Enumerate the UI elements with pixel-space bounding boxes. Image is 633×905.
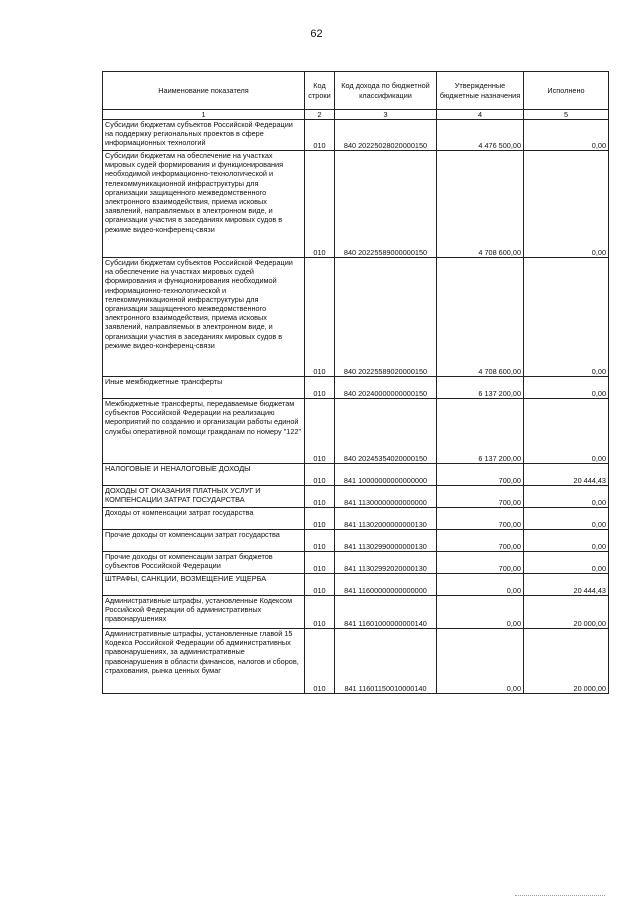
row-line-code: 010 [305, 464, 335, 486]
column-number: 4 [437, 110, 524, 120]
table-row [103, 530, 609, 552]
row-name: Прочие доходы от компенсации затрат бюджетов субъектов Российской Федерации [103, 552, 305, 574]
row-name: НАЛОГОВЫЕ И НЕНАЛОГОВЫЕ ДОХОДЫ [103, 464, 305, 486]
scan-footer-mark [515, 895, 605, 896]
row-executed: 0,00 [524, 120, 609, 151]
table-row [103, 120, 609, 151]
header-approved: Утвержденные бюджетные назначения [437, 72, 524, 110]
header-line-code: Код строки [305, 72, 335, 110]
row-approved: 0,00 [437, 574, 524, 596]
column-number: 5 [524, 110, 609, 120]
row-executed: 0,00 [524, 508, 609, 530]
row-name: Межбюджетные трансферты, передаваемые бюджетам субъектов Российской Федерации на реализацию мероприятий по созданию и организации работы единой службы оперативной помощи гражданам по номеру "122" [103, 399, 305, 464]
row-line-code: 010 [305, 596, 335, 629]
page-number: 62 [310, 28, 323, 40]
row-approved: 0,00 [437, 629, 524, 694]
row-name: Административные штрафы, установленные Кодексом Российской Федерации об административных правонарушениях [103, 596, 305, 629]
row-executed: 0,00 [524, 258, 609, 377]
table-row [103, 486, 609, 508]
table-row [103, 464, 609, 486]
row-approved: 700,00 [437, 464, 524, 486]
row-name: Субсидии бюджетам субъектов Российской Федерации на обеспечение на участках мировых судей формирования и функционирования необходимой информационно-технологической и телекоммуникационной инфраструктуры для организации защищенного межведомственного электронного взаимодействия, приема исковых заявлений, направляемых в электронном виде, и организации участия в заседаниях мировых судов в режиме видео-конференц-связи [103, 258, 305, 377]
row-executed: 20 000,00 [524, 596, 609, 629]
row-name: Иные межбюджетные трансферты [103, 377, 305, 399]
row-executed: 0,00 [524, 151, 609, 258]
row-name: Административные штрафы, установленные главой 15 Кодекса Российской Федерации об административных правонарушениях, за административные правонарушения в области финансов, налогов и сборов, страхования, рынка ценных бумаг [103, 629, 305, 694]
row-approved: 700,00 [437, 552, 524, 574]
row-approved: 700,00 [437, 508, 524, 530]
row-income-code: 841 11300000000000000 [335, 486, 437, 508]
table-row [103, 151, 609, 258]
row-line-code: 010 [305, 508, 335, 530]
table-row [103, 508, 609, 530]
row-income-code: 840 20225028020000150 [335, 120, 437, 151]
row-approved: 6 137 200,00 [437, 399, 524, 464]
table-row [103, 574, 609, 596]
table-row [103, 552, 609, 574]
header-name: Наименование показателя [103, 72, 305, 110]
row-executed: 0,00 [524, 552, 609, 574]
row-line-code: 010 [305, 629, 335, 694]
row-line-code: 010 [305, 552, 335, 574]
row-line-code: 010 [305, 151, 335, 258]
row-income-code: 840 20245354020000150 [335, 399, 437, 464]
header-income-code: Код дохода по бюджетной классификации [335, 72, 437, 110]
row-income-code: 841 11302992020000130 [335, 552, 437, 574]
row-income-code: 841 11600000000000000 [335, 574, 437, 596]
row-income-code: 840 20240000000000150 [335, 377, 437, 399]
row-executed: 0,00 [524, 530, 609, 552]
table-row [103, 377, 609, 399]
row-line-code: 010 [305, 377, 335, 399]
row-income-code: 841 11601000000000140 [335, 596, 437, 629]
row-executed: 20 444,43 [524, 574, 609, 596]
row-income-code: 840 20225589000000150 [335, 151, 437, 258]
row-approved: 0,00 [437, 596, 524, 629]
table-row [103, 258, 609, 377]
row-approved: 4 708 600,00 [437, 151, 524, 258]
row-income-code: 841 10000000000000000 [335, 464, 437, 486]
column-number: 1 [103, 110, 305, 120]
column-number: 3 [335, 110, 437, 120]
row-line-code: 010 [305, 120, 335, 151]
row-name: Доходы от компенсации затрат государства [103, 508, 305, 530]
row-executed: 0,00 [524, 486, 609, 508]
column-number: 2 [305, 110, 335, 120]
row-executed: 20 444,43 [524, 464, 609, 486]
header-executed: Исполнено [524, 72, 609, 110]
row-name: Субсидии бюджетам субъектов Российской Федерации на поддержку региональных проектов в сфере информационных технологий [103, 120, 305, 151]
row-name: Прочие доходы от компенсации затрат государства [103, 530, 305, 552]
row-approved: 6 137 200,00 [437, 377, 524, 399]
row-line-code: 010 [305, 530, 335, 552]
row-name: ШТРАФЫ, САНКЦИИ, ВОЗМЕЩЕНИЕ УЩЕРБА [103, 574, 305, 596]
row-executed: 0,00 [524, 399, 609, 464]
header-row [103, 72, 609, 110]
row-approved: 4 476 500,00 [437, 120, 524, 151]
table-row [103, 629, 609, 694]
row-executed: 20 000,00 [524, 629, 609, 694]
row-approved: 700,00 [437, 530, 524, 552]
row-name: Субсидии бюджетам на обеспечение на участках мировых судей формирования и функционирования необходимой информационно-технологической и телекоммуникационной инфраструктуры для организации защищенного межведомственного электронного взаимодействия, приема исковых заявлений, направляемых в электронном виде, и организации участия в заседаниях мировых судов в режиме видео-конференц-связи [103, 151, 305, 258]
table-row [103, 596, 609, 629]
row-income-code: 841 11601150010000140 [335, 629, 437, 694]
row-income-code: 840 20225589020000150 [335, 258, 437, 377]
row-executed: 0,00 [524, 377, 609, 399]
row-line-code: 010 [305, 574, 335, 596]
row-line-code: 010 [305, 258, 335, 377]
row-line-code: 010 [305, 399, 335, 464]
row-income-code: 841 11302990000000130 [335, 530, 437, 552]
budget-income-table [102, 71, 609, 694]
row-line-code: 010 [305, 486, 335, 508]
row-approved: 4 708 600,00 [437, 258, 524, 377]
row-name: ДОХОДЫ ОТ ОКАЗАНИЯ ПЛАТНЫХ УСЛУГ И КОМПЕНСАЦИИ ЗАТРАТ ГОСУДАРСТВА [103, 486, 305, 508]
table-row [103, 399, 609, 464]
column-number-row [103, 110, 609, 120]
row-income-code: 841 11302000000000130 [335, 508, 437, 530]
row-approved: 700,00 [437, 486, 524, 508]
